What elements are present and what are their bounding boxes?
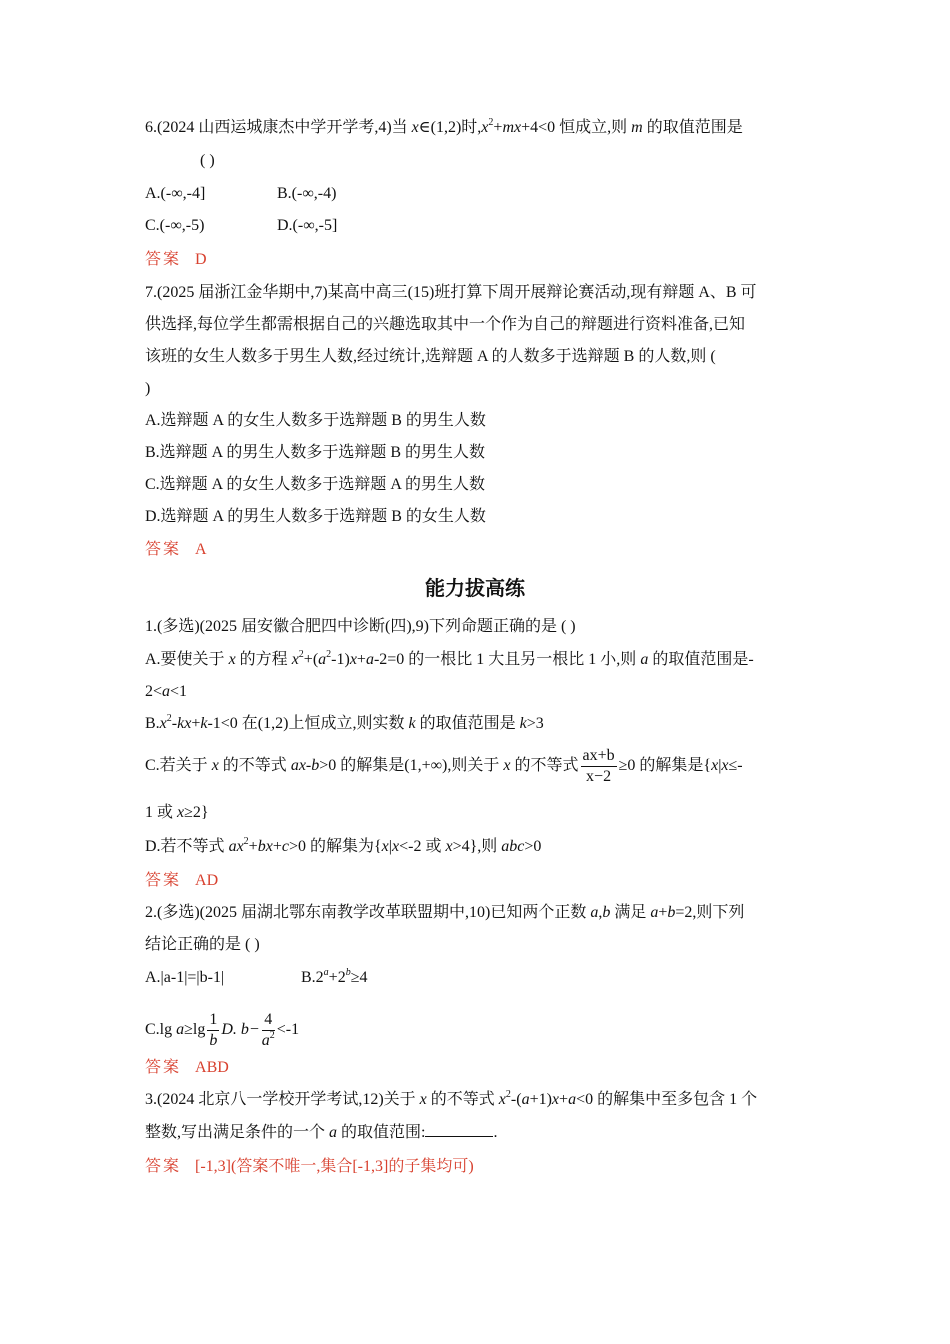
fraction: $\frac{4}{a^2}$ [261, 1011, 275, 1049]
q7-option-b: B.选辩题 A 的男生人数多于选辩题 B 的男生人数 [145, 444, 486, 461]
q6-option-d: D.(-∞,-5] [277, 217, 338, 234]
p1-option-d: D.若不等式 $ax^2+bx+c>0$ 的解集为{x|x<-2 或 x>4},则 abc>0 [145, 836, 542, 855]
q7-line4: ) [145, 380, 151, 397]
fraction: $\frac{1}{b}$ [209, 1011, 218, 1049]
q7-line1: 7.(2025 届浙江金华期中,7)某高中高三(15)班打算下周开展辩论赛活动,现有辩题 A、B 可 [145, 284, 757, 301]
q7-answer: 答案 A [145, 541, 207, 558]
p3-line2: 整数,写出满足条件的一个 a 的取值范围: . [145, 1124, 498, 1141]
section-title: 能力拔高练 [425, 576, 525, 600]
q7-option-a: A.选辩题 A 的女生人数多于选辩题 B 的男生人数 [145, 412, 486, 429]
fraction: $\frac{ax+b}{x-2}$ [582, 747, 615, 785]
p2-option-c: C.lg a≥lg $\frac{1}{b}$ D. b− $\frac{4}{a^2}$ <-1 [145, 1011, 300, 1049]
q6-answer: 答案 D [145, 251, 207, 268]
p1-option-c-line2: 1 或 x≥2} [145, 804, 209, 821]
p1-answer: 答案 AD [145, 872, 219, 889]
p3-answer: 答案 [-1,3](答案不唯一,集合[-1,3]的子集均可) [145, 1158, 474, 1175]
q7-line3: 该班的女生人数多于男生人数,经过统计,选辩题 A 的人数多于选辩题 B 的人数,则 ( [145, 348, 716, 365]
q6-stem: 6.(2024 山西运城康杰中学开学考,4)当 x∈(1,2)时$,x^2+mx+4<0$ 恒成立,则 m 的取值范围是 [145, 117, 743, 136]
p3-line1: 3.(2024 北京八一学校开学考试,12)关于 x 的不等式 $x^2-(a+1)x+a<0$ 的解集中至多包含 1 个 [145, 1089, 758, 1108]
p2-line2: 结论正确的是 ( ) [145, 936, 260, 953]
q6-bracket: ( ) [200, 152, 215, 169]
q6-option-c: C.(-∞,-5) [145, 217, 205, 234]
q7-option-c: C.选辩题 A 的女生人数多于选辩题 A 的男生人数 [145, 476, 486, 493]
p2-option-a: A.|a-1|=|b-1| [145, 969, 225, 986]
p2-line1: 2.(多选)(2025 届湖北鄂东南教学改革联盟期中,10)已知两个正数 a,b 满足 a+b=2,则下列 [145, 904, 745, 921]
q6-option-b: B.(-∞,-4) [277, 185, 337, 202]
p1-option-a-line1: A.要使关于 x 的方程 $x^2+(a^2-1)x+a-2=0$ 的一根比 1 大且另一根比 1 小,则 a 的取值范围是- [145, 649, 754, 668]
p1-option-b: $B.x^2-kx+k-1<0$ 在(1,2)上恒成立,则实数 k 的取值范围是 k>3 [145, 713, 544, 732]
p2-answer: 答案 ABD [145, 1059, 229, 1076]
q7-option-d: D.选辩题 A 的男生人数多于选辩题 B 的女生人数 [145, 508, 486, 525]
q6-option-a: A.(-∞,-4] [145, 185, 206, 202]
p1-option-c-line1: C.若关于 x 的不等式 ax-b>0 的解集是(1,+∞),则关于 x 的不等式 $\frac{ax+b}{x-2}$ ≥0 的解集是{x|x≤- [145, 747, 743, 785]
p1-option-a-line2: 2<a<1 [145, 683, 188, 700]
p2-option-b: $B.2^a+2^b\ge 4$ [301, 967, 368, 986]
p1-stem: 1.(多选)(2025 届安徽合肥四中诊断(四),9)下列命题正确的是 ( ) [145, 618, 576, 635]
q7-line2: 供选择,每位学生都需根据自己的兴趣选取其中一个作为自己的辩题进行资料准备,已知 [145, 316, 746, 333]
answer-blank[interactable] [425, 1122, 493, 1137]
